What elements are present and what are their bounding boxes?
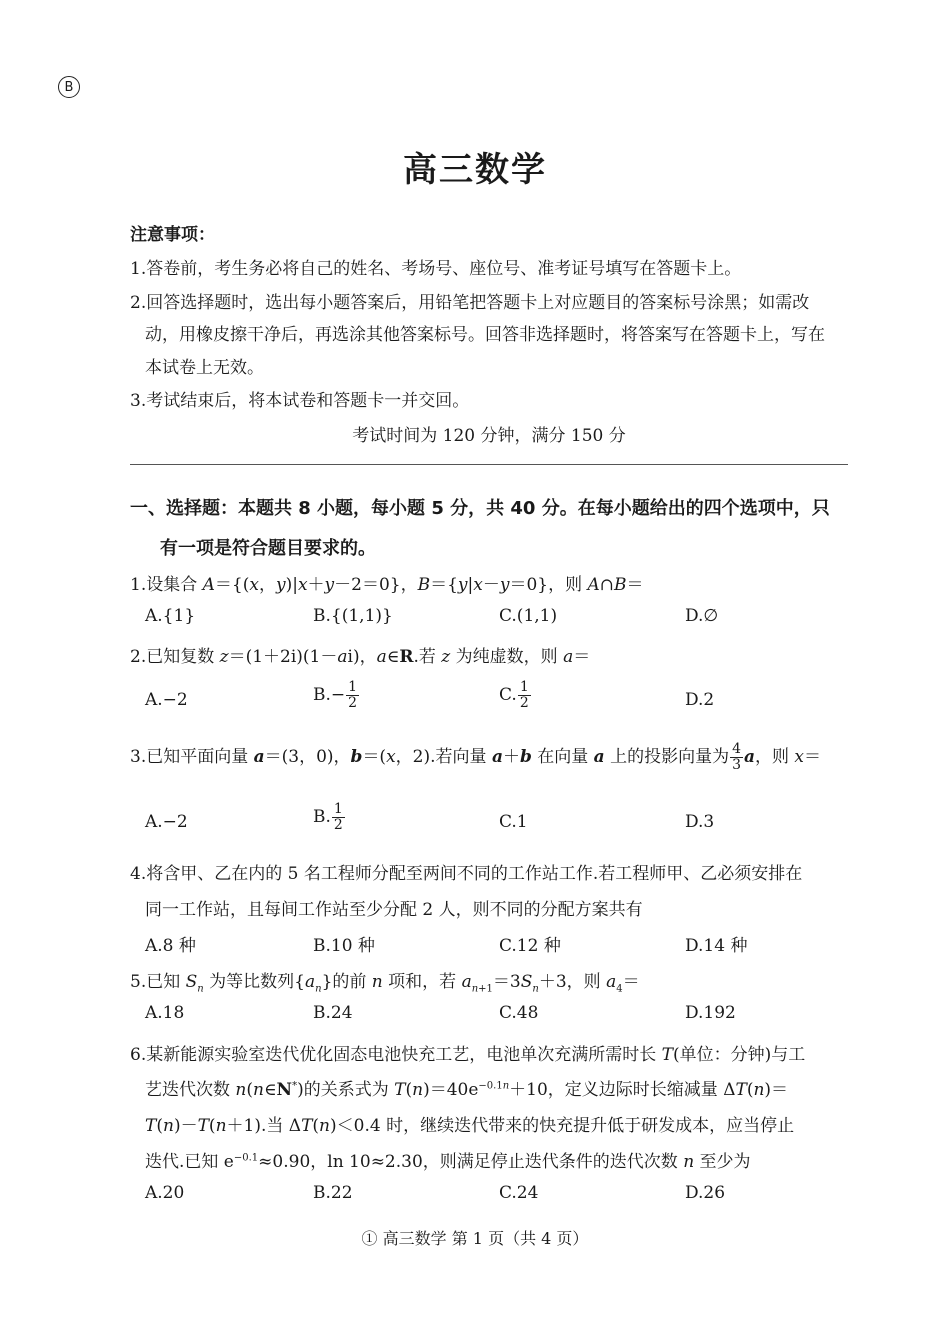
q2-option-a: A.−2 [145,690,188,710]
q6-option-a: A.20 [145,1183,185,1203]
question-4-line-2: 同一工作站，且每间工作站至少分配 2 人，则不同的分配方案共有 [145,900,643,920]
question-6-line-1: 6.某新能源实验室迭代优化固态电池快充工艺，电池单次充满所需时长 T(单位：分钟)与工 [130,1045,806,1065]
q4-option-c: C.12 种 [499,936,561,956]
q5-option-d: D.192 [685,1003,736,1023]
q1-option-a: A.{1} [145,606,196,626]
q2-option-b: B.− $\frac{1}{2}$ [313,679,358,711]
notice-heading: 注意事项： [130,225,215,245]
q1-option-d: D.∅ [685,606,719,626]
q4-option-a: A.8 种 [145,936,196,956]
question-4-line-1: 4.将含甲、乙在内的 5 名工程师分配至两间不同的工作站工作.若工程师甲、乙必须安排在 [130,864,803,884]
section-heading-line-2: 有一项是符合题目要求的。 [160,538,376,559]
question-1-stem: 1.设集合 A＝{(x，y)|x＋y－2＝0}，B＝{y|x－y＝0}，则 A∩B＝ [130,575,644,595]
q3-option-c: C.1 [499,812,528,832]
question-5-stem: 5.已知 $S_n$ 为等比数列$\{a_n\}$的前 n 项和，若 $a_{n+1}=3S_n+3$，则 $a_4=$ [130,972,640,995]
q5-option-b: B.24 [313,1003,353,1023]
question-6-line-2: 艺迭代次数 n(n∈N*)的关系式为 $T(n)=40e^{-0.1n}+10$，定义边际时长缩减量 ΔT(n)＝ [145,1080,789,1100]
question-6-line-3: T(n)－T(n＋1).当 ΔT(n)＜0.4 时，继续迭代带来的快充提升低于研发成本，应当停止 [145,1116,795,1136]
q6-option-c: C.24 [499,1183,539,1203]
notice-item-2-line-3: 本试卷上无效。 [145,358,264,378]
q3-option-d: D.3 [685,812,715,832]
notice-item-2-line-1: 2.回答选择题时，选出每小题答案后，用铅笔把答题卡上对应题目的答案标号涂黑；如需改 [130,293,810,313]
divider [130,464,848,465]
question-3-stem: 3.已知平面向量 a＝(3，0)，b＝(x，2).若向量 a＋b 在向量 a 上的投影向量为 $\frac{4}{3}$ a，则 x＝ [130,741,822,773]
q1-option-c: C.(1,1) [499,606,558,626]
notice-item-3: 3.考试结束后，将本试卷和答题卡一并交回。 [130,391,470,411]
q6-option-d: D.26 [685,1183,726,1203]
version-mark: B [58,76,80,98]
q6-option-b: B.22 [313,1183,353,1203]
page-footer: ① 高三数学 第 1 页（共 4 页） [361,1229,589,1248]
notice-item-1: 1.答卷前，考生务必将自己的姓名、考场号、座位号、准考证号填写在答题卡上。 [130,259,742,279]
q5-option-a: A.18 [145,1003,185,1023]
q2-option-d: D.2 [685,690,715,710]
q1-option-b: B.{(1,1)} [313,606,393,626]
question-6-line-4: 迭代.已知 $e^{-0.1}\approx 0.90$，ln 10≈2.30，则满足停止迭代条件的迭代次数 n 至少为 [145,1152,751,1172]
q3-option-a: A.−2 [145,812,188,832]
section-heading-line-1: 一、选择题：本题共 8 小题，每小题 5 分，共 40 分。在每小题给出的四个选项中，只 [130,498,830,519]
q2-option-c: C. $\frac{1}{2}$ [499,679,529,711]
q4-option-b: B.10 种 [313,936,375,956]
question-2-stem: 2.已知复数 z＝(1＋2i)(1－ai)，a∈R.若 z 为纯虚数，则 a＝ [130,647,591,667]
q5-option-c: C.48 [499,1003,539,1023]
q3-option-b: B. $\frac{1}{2}$ [313,801,343,833]
page-title: 高三数学 [403,150,547,190]
notice-item-2-line-2: 动，用橡皮擦干净后，再选涂其他答案标号。回答非选择题时，将答案写在答题卡上，写在 [145,325,825,345]
exam-time: 考试时间为 120 分钟，满分 150 分 [352,426,626,446]
q4-option-d: D.14 种 [685,936,748,956]
